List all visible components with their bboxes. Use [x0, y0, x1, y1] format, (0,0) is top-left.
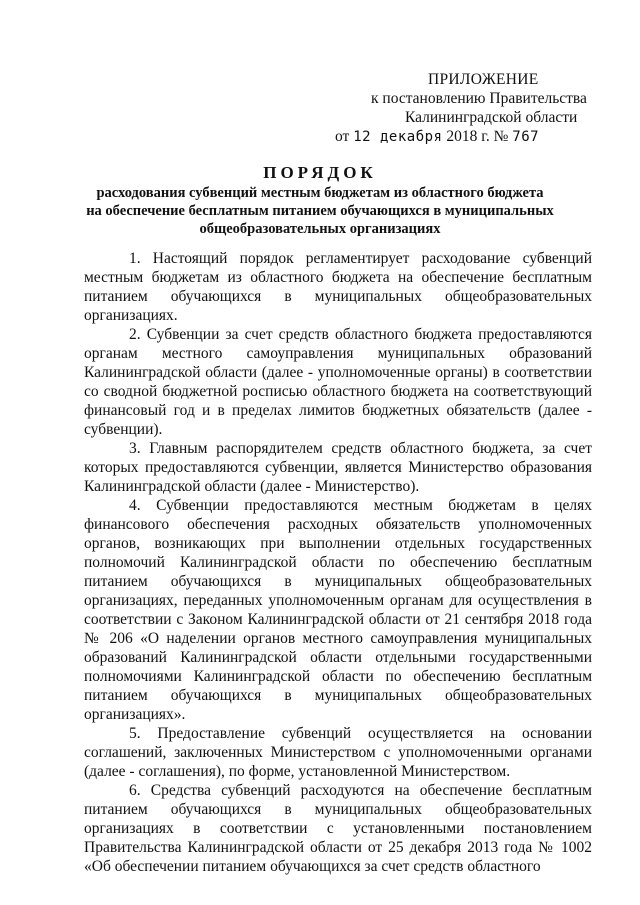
- paragraph-2: 2. Субвенции за счет средств областного бюджета предоставляются органам местного самоуправления муниципальных образований Калининградской области (далее - уполномоченные органы) в соответствии со сводной бюджетной росписью областного бюджета на соответствующий финансовый год и в пределах лимитов бюджетных обязательств (далее - субвенции).: [84, 326, 592, 438]
- document-body: [84, 249, 592, 876]
- appendix-title: ПРИЛОЖЕНИЕ: [428, 71, 539, 88]
- document-subtitle-line-2: на обеспечение бесплатным питанием обучающихся в муниципальных: [86, 203, 554, 219]
- document-subtitle-line-3: общеобразовательных организациях: [199, 221, 441, 237]
- appendix-block: [330, 70, 620, 147]
- paragraph-5: 5. Предоставление субвенций осуществляется на основании соглашений, заключенных Министерством с уполномоченными органами (далее - соглашения), по форме, установленной Министерством.: [84, 725, 592, 780]
- document-title: ПОРЯДОК: [263, 163, 377, 182]
- paragraph-3: 3. Главным распорядителем средств областного бюджета, за счет которых предоставляются субвенции, является Министерство образования Калининградской области (далее - Министерство).: [84, 440, 592, 495]
- paragraph-1: 1. Настоящий порядок регламентирует расходование субвенций местным бюджетам из областного бюджета на обеспечение бесплатным питанием обучающихся в муниципальных общеобразовательных организациях.: [84, 250, 592, 324]
- appendix-resolution-line: к постановлению Правительства: [371, 90, 587, 107]
- appendix-region-line: Калининградской области: [405, 109, 578, 126]
- appendix-year: 2018 г. №: [446, 128, 509, 145]
- appendix-date-line: [330, 127, 620, 147]
- appendix-date-value: 12 декабря: [353, 129, 443, 145]
- paragraph-6: 6. Средства субвенций расходуются на обеспечение бесплатным питанием обучающихся в муниципальных общеобразовательных организациях в соответствии с установленными постановлением Правительства Калининградской области от 25 декабря 2013 года № 1002 «Об обеспечении питанием обучающихся за счет средств областного: [84, 782, 592, 875]
- document-heading: [80, 162, 560, 238]
- paragraph-4: 4. Субвенции предоставляются местным бюджетам в целях финансового обеспечения расходных обязательств уполномоченных органов, возникающих при выполнении отдельных государственных полномочий Калининградской области по обеспечению бесплатным питанием обучающихся в муниципальных общеобразовательных организациях, переданных уполномоченным органам для осуществления в соответствии с Законом Калининградской области от 21 сентября 2018 года № 206 «О наделении органов местного самоуправления муниципальных образований Калининградской области отдельными государственными полномочиями Калининградской области по обеспечению бесплатным питанием обучающихся в муниципальных общеобразовательных организациях».: [84, 497, 592, 723]
- appendix-number: 767: [512, 129, 540, 145]
- appendix-date-prefix: от: [335, 128, 350, 145]
- document-subtitle-line-1: расходования субвенций местным бюджетам из областного бюджета: [96, 185, 544, 201]
